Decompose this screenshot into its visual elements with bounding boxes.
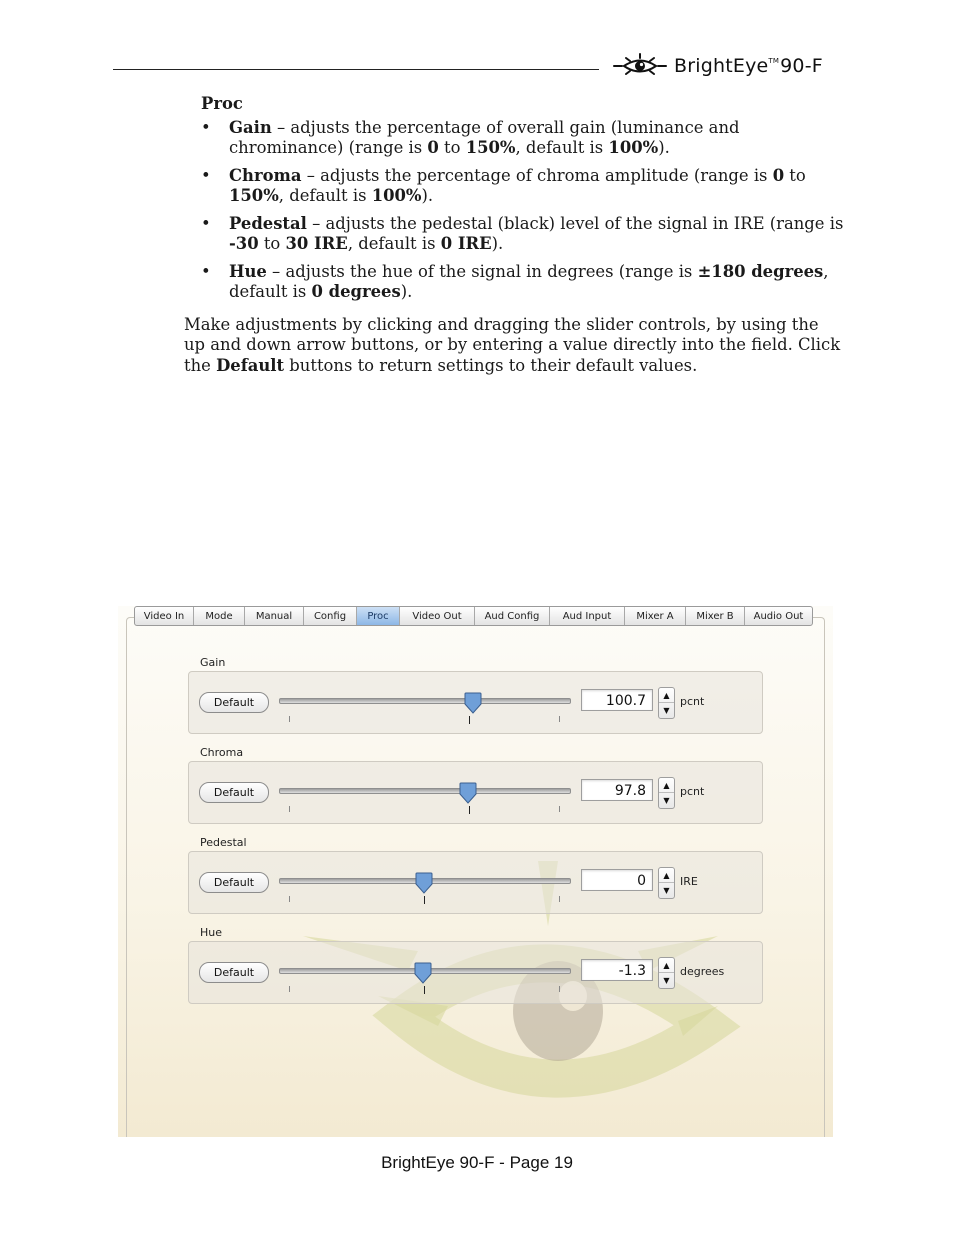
tab-mixer-b[interactable]: Mixer B (686, 607, 745, 625)
eye-logo-icon (612, 53, 668, 79)
gain-stepper (658, 687, 675, 719)
hue-slider-thumb[interactable] (414, 962, 432, 984)
bullet-item-chroma: • Chroma – adjusts the percentage of chroma amplitude (range is 0 to 150%, default is 100%). (201, 165, 806, 205)
chroma-tick-min (289, 806, 290, 812)
tab-proc[interactable]: Proc (357, 607, 400, 625)
tab-mode[interactable]: Mode (194, 607, 245, 625)
tab-config[interactable]: Config (304, 607, 357, 625)
instructions-paragraph: Make adjustments by clicking and dragging the slider controls, by using the up and down arrow buttons, or by entering a value directly into the field. Click the Default buttons to return settings to their default values. (184, 314, 841, 375)
pedestal-value-field[interactable]: 0 (581, 869, 653, 891)
hue-group (188, 941, 763, 1004)
bullet-item-pedestal: • Pedestal – adjusts the pedestal (black) level of the signal in IRE (range is -30 to 30 IRE, default is 0 IRE). (201, 213, 844, 253)
bullet-item-hue: • Hue – adjusts the hue of the signal in degrees (range is ±180 degrees, default is 0 degrees). (201, 261, 829, 301)
pedestal-group (188, 851, 763, 914)
document-body (184, 94, 844, 376)
pedestal-label: Pedestal (200, 836, 247, 849)
page-footer: BrightEye 90-F - Page 19 (381, 1153, 573, 1172)
tab-manual[interactable]: Manual (245, 607, 304, 625)
chroma-tick-center (469, 806, 470, 814)
pedestal-stepper (658, 867, 675, 899)
gain-unit: pcnt (680, 695, 705, 708)
hue-tick-min (289, 986, 290, 992)
brand-logo (612, 51, 823, 81)
chroma-slider-track[interactable] (279, 788, 571, 794)
hue-default-button[interactable]: Default (199, 962, 269, 983)
hue-value-field[interactable]: -1.3 (581, 959, 653, 981)
hue-stepper (658, 957, 675, 989)
tab-audio-out[interactable]: Audio Out (753, 610, 804, 622)
gain-tick-max (559, 716, 560, 722)
gain-value-field[interactable]: 100.7 (581, 689, 653, 711)
chroma-tick-max (559, 806, 560, 812)
gain-slider-track[interactable] (279, 698, 571, 704)
gain-slider-thumb[interactable] (464, 692, 482, 714)
brand-name: BrightEye™90-F (674, 55, 823, 77)
tab-video-out[interactable]: Video Out (400, 607, 475, 625)
gain-label: Gain (200, 656, 226, 669)
hue-down-arrow-button[interactable]: ▼ (663, 976, 670, 985)
bullet-list (184, 118, 844, 303)
hue-tick-center (424, 986, 425, 994)
chroma-slider-thumb[interactable] (459, 782, 477, 804)
chroma-unit: pcnt (680, 785, 705, 798)
tab-bar (134, 606, 813, 626)
gain-down-arrow-button[interactable]: ▼ (663, 706, 670, 715)
tab-video-in[interactable]: Video In (135, 607, 194, 625)
hue-label: Hue (200, 926, 223, 939)
pedestal-tick-center (424, 896, 425, 904)
gain-up-arrow-button[interactable]: ▲ (659, 688, 674, 703)
pedestal-tick-max (559, 896, 560, 902)
pedestal-up-arrow-button[interactable]: ▲ (659, 868, 674, 883)
chroma-stepper (658, 777, 675, 809)
hue-unit: degrees (680, 965, 725, 978)
chroma-value-field[interactable]: 97.8 (581, 779, 653, 801)
pedestal-unit: IRE (680, 875, 698, 888)
pedestal-down-arrow-button[interactable]: ▼ (663, 886, 670, 895)
bullet-item-gain: • Gain – adjusts the percentage of overall gain (luminance and chrominance) (range is 0 to 150%, default is 100%). (201, 117, 740, 157)
hue-up-arrow-button[interactable]: ▲ (659, 958, 674, 973)
tab-aud-input[interactable]: Aud Input (550, 607, 625, 625)
chroma-label: Chroma (200, 746, 244, 759)
proc-panel-screenshot (118, 606, 833, 1137)
tab-aud-config[interactable]: Aud Config (475, 607, 550, 625)
gain-tick-center (469, 716, 470, 724)
gain-tick-min (289, 716, 290, 722)
pedestal-default-button[interactable]: Default (199, 872, 269, 893)
chroma-group (188, 761, 763, 824)
gain-group (188, 671, 763, 734)
hue-tick-max (559, 986, 560, 992)
header-rule (113, 69, 599, 70)
tab-mixer-a[interactable]: Mixer A (625, 607, 686, 625)
gain-default-button[interactable]: Default (199, 692, 269, 713)
pedestal-tick-min (289, 896, 290, 902)
chroma-default-button[interactable]: Default (199, 782, 269, 803)
chroma-down-arrow-button[interactable]: ▼ (663, 796, 670, 805)
pedestal-slider-thumb[interactable] (415, 872, 433, 894)
chroma-up-arrow-button[interactable]: ▲ (659, 778, 674, 793)
section-title: Proc (201, 94, 243, 113)
